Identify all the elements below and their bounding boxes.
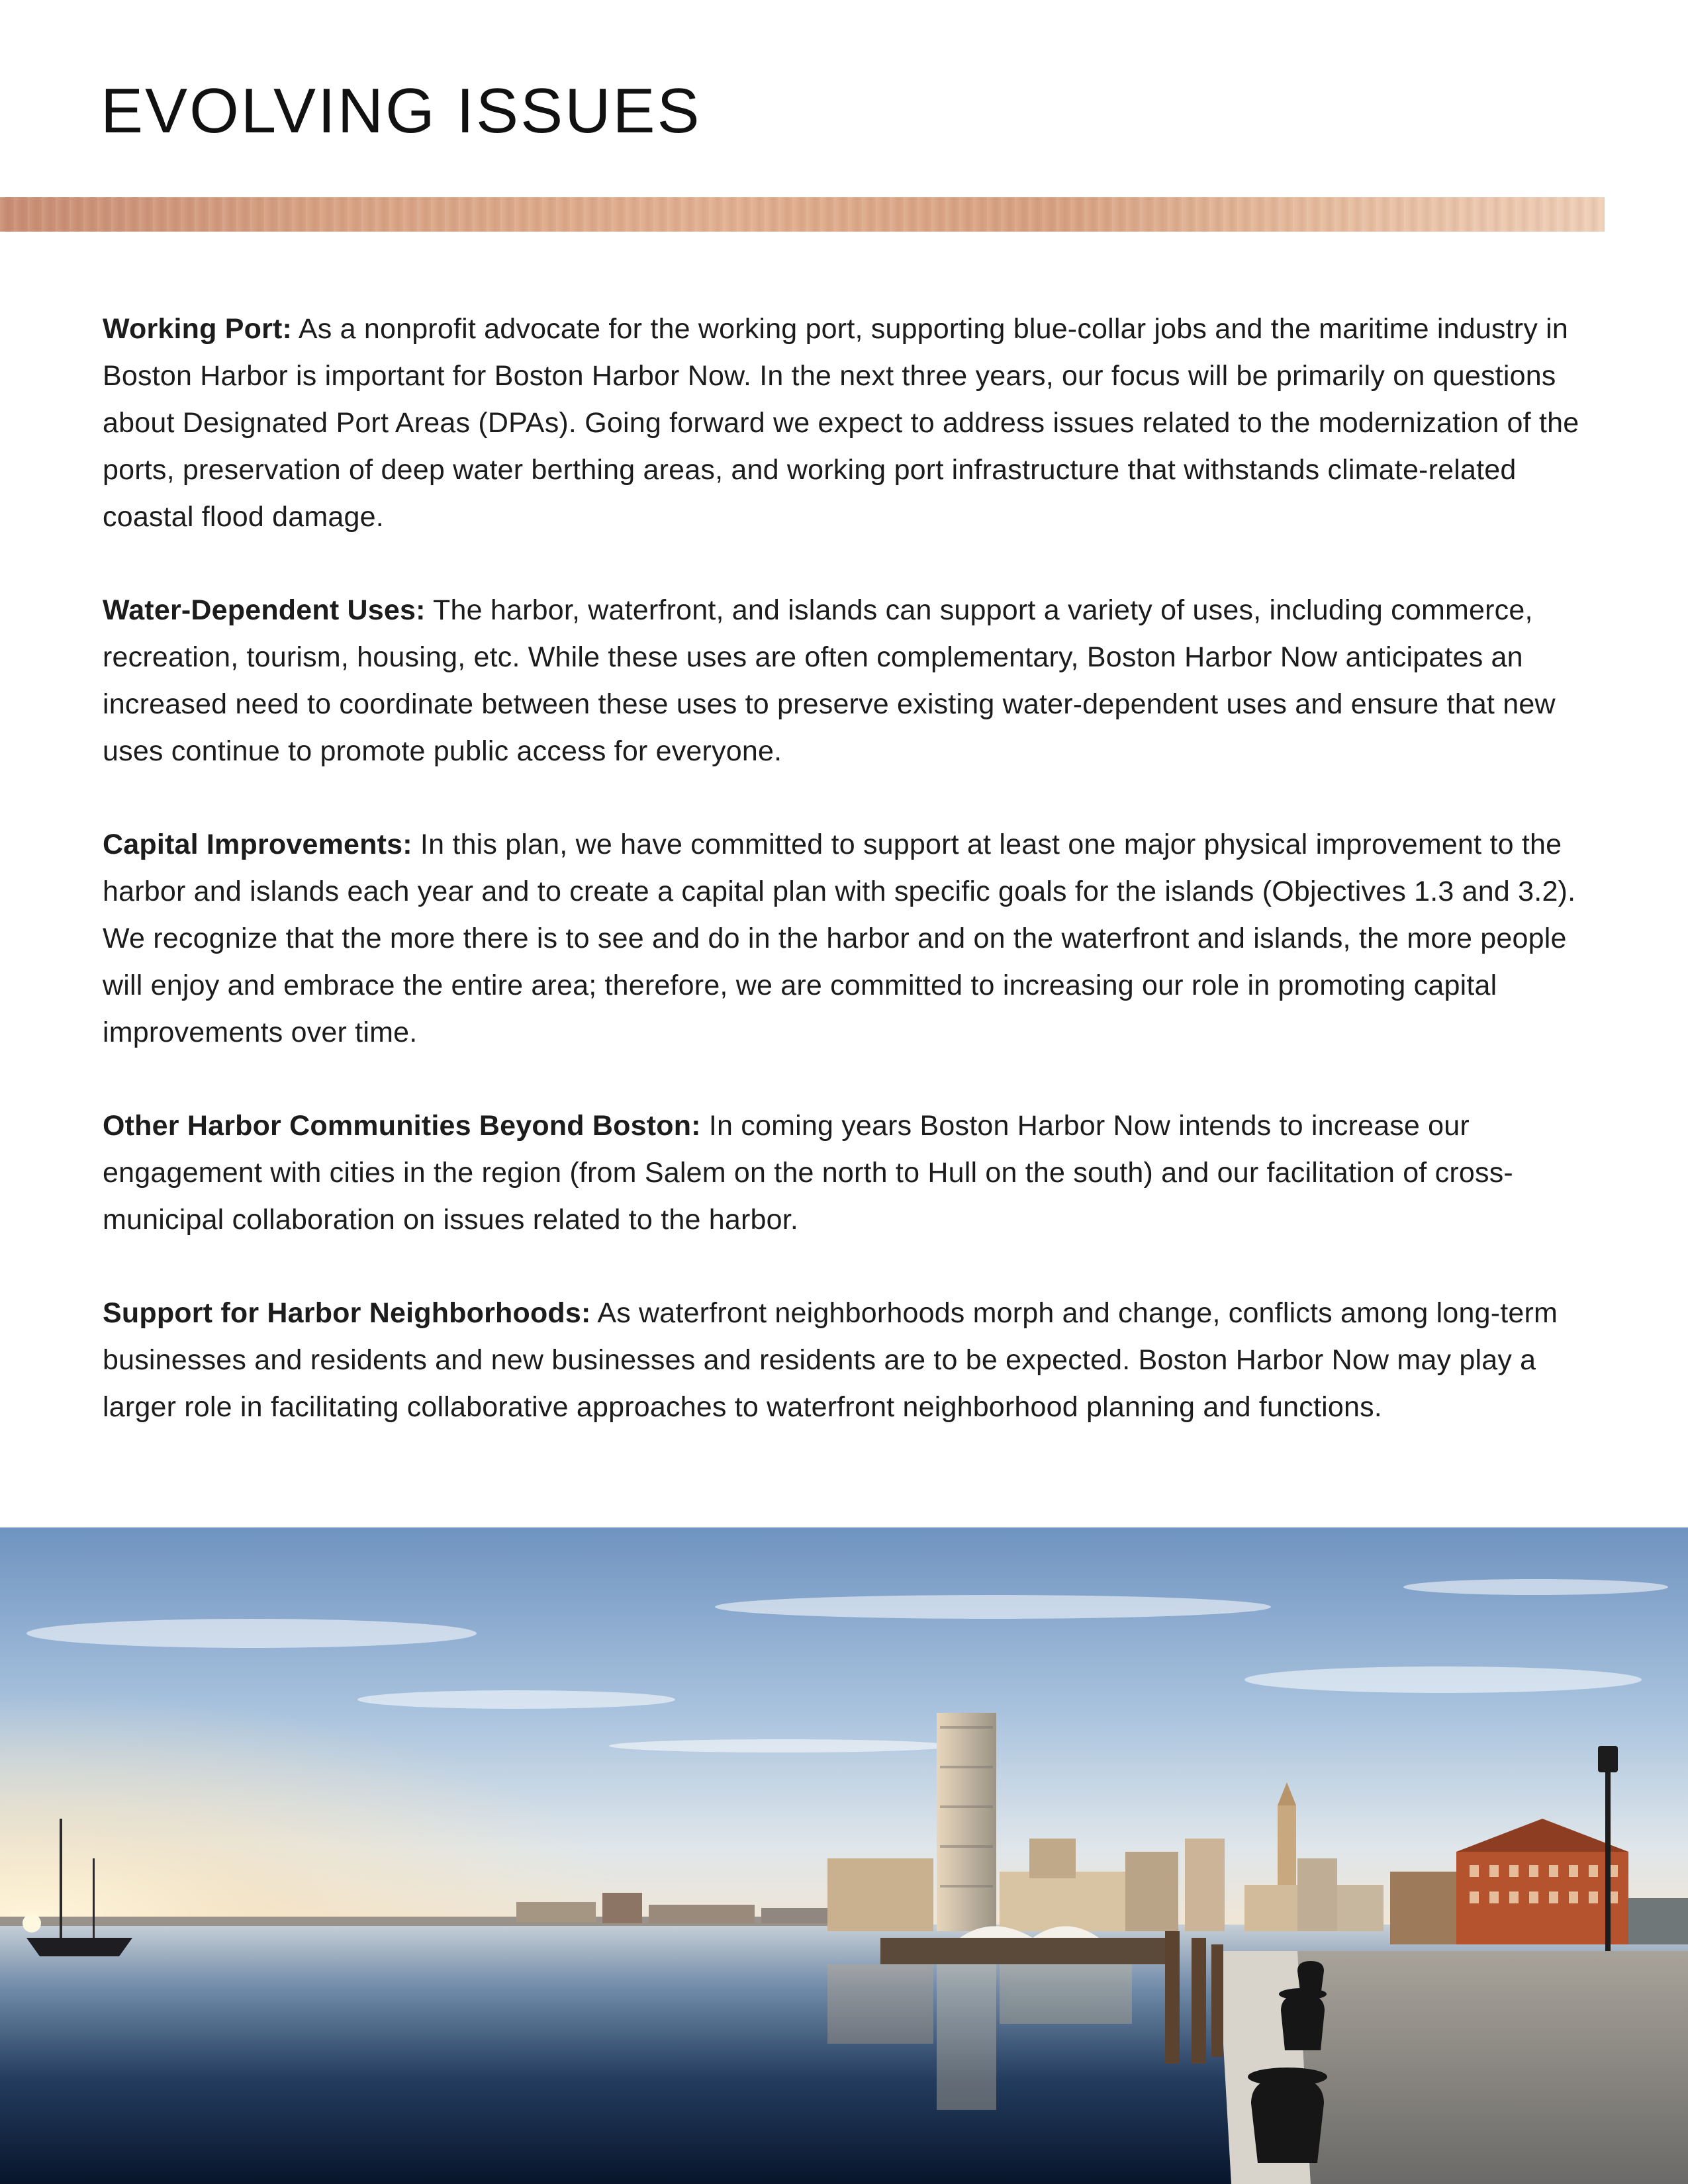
accent-band	[0, 197, 1605, 232]
issue-body: The harbor, waterfront, and islands can support a variety of uses, including commerce, recreation, tourism, housing, etc. While these uses are often complementary, Boston Harbor Now anticipates an increased need to coordinate between these uses to preserve existing water-dependent uses and ensure that new uses continue to promote public access for everyone.	[103, 594, 1556, 767]
issue-body: In this plan, we have committed to support at least one major physical improvement to the harbor and islands each year and to create a capital plan with specific goals for the islands (Objectives 1.3 and 3.2). We recognize that the more there is to see and do in the harbor and on the waterfront and islands, the more people will enjoy and embrace the entire area; therefore, we are committed to increasing our role in promoting capital improvements over time.	[103, 829, 1576, 1048]
issue-body: In coming years Boston Harbor Now intends to increase our engagement with cities in the region (from Salem on the north to Hull on the south) and our facilitation of cross-municipal collaboration on issues related to the harbor.	[103, 1110, 1513, 1236]
issue-heading: Water-Dependent Uses:	[103, 594, 426, 626]
harbor-panorama-illustration	[0, 1527, 1688, 2184]
issue-working-port	[103, 306, 1589, 541]
issue-heading: Other Harbor Communities Beyond Boston:	[103, 1110, 701, 1142]
issue-body: As waterfront neighborhoods morph and change, conflicts among long-term businesses and residents and new businesses and residents are to be expected. Boston Harbor Now may play a larger role in facilitating collaborative approaches to waterfront neighborhood planning and functions.	[103, 1297, 1558, 1423]
issue-heading: Support for Harbor Neighborhoods:	[103, 1297, 591, 1329]
harbor-panorama-photo	[0, 1527, 1688, 2184]
pilings	[1165, 1931, 1223, 2064]
issue-water-dependent-uses	[103, 587, 1589, 775]
issue-body: As a nonprofit advocate for the working port, supporting blue-collar jobs and the maritime industry in Boston Harbor is important for Boston Harbor Now. In the next three years, our focus will be primarily on questions about Designated Port Areas (DPAs). Going forward we expect to address issues related to the modernization of the ports, preservation of deep water berthing areas, and working port infrastructure that withstands climate-related coastal flood damage.	[103, 313, 1579, 533]
issue-capital-improvements	[103, 821, 1589, 1056]
promenade	[1297, 1951, 1688, 2184]
issue-other-harbor-communities	[103, 1103, 1589, 1244]
page-title: EVOLVING ISSUES	[101, 75, 702, 146]
issue-harbor-neighborhoods	[103, 1290, 1589, 1431]
high-rise-tower	[937, 1713, 996, 1931]
issues-section	[103, 306, 1589, 1477]
issue-heading: Capital Improvements:	[103, 829, 412, 860]
issue-heading: Working Port:	[103, 313, 293, 345]
